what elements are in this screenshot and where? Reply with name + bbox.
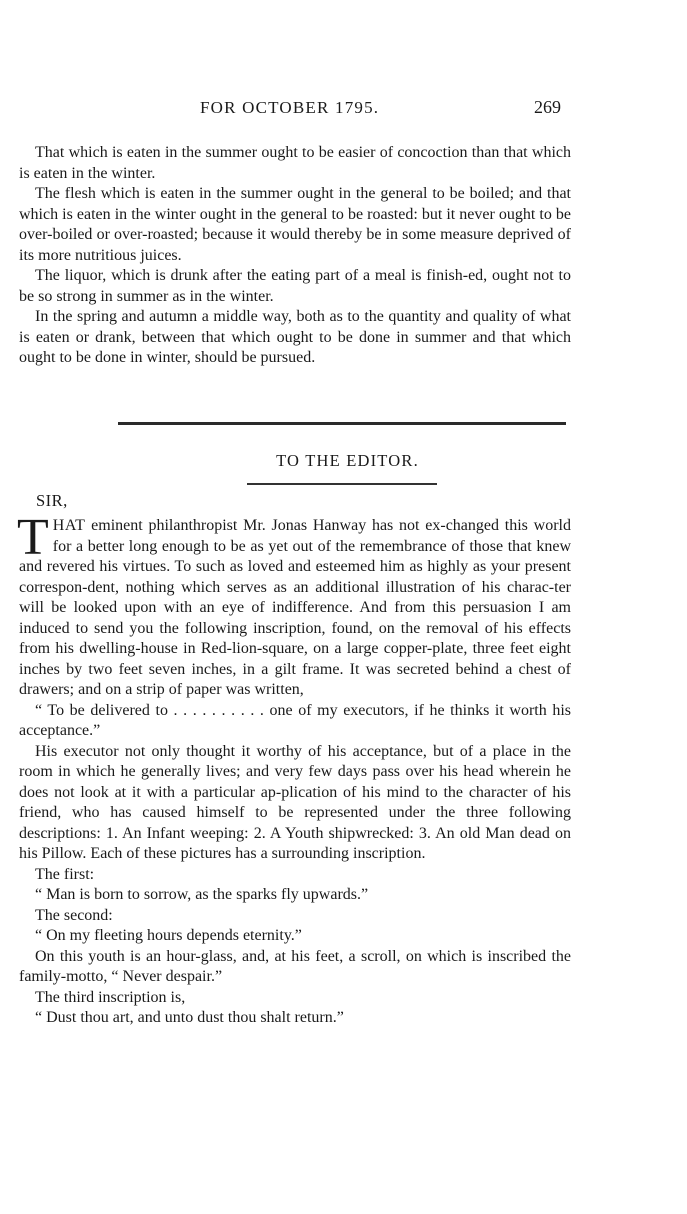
paragraph: That which is eaten in the summer ought to be easier of concoction than that which is eaten in the winter. xyxy=(19,144,571,182)
page-number: 269 xyxy=(534,97,561,117)
quotation: “ Man is born to sorrow, as the sparks fly upwards.” xyxy=(35,886,369,903)
letter-first-paragraph xyxy=(17,509,571,701)
paragraph: The second: xyxy=(35,906,113,924)
quotation: “ On my fleeting hours depends eternity.” xyxy=(35,927,302,944)
paragraph: His executor not only thought it worthy of his acceptance, but of a place in the room in which he generally lives; and very few days pass over his head wherein he does not look at it with a particular ap-plication of his mind to the character of his friend, who has caused himself to be represented under the three following descriptions: 1. An Infant weeping: 2. A Youth shipwrecked: 3. An old Man dead on his Pillow. Each of these pictures has a surrounding inscription. xyxy=(19,742,571,862)
paragraph: The third inscription is, xyxy=(35,988,186,1006)
running-head xyxy=(0,98,687,122)
section-divider xyxy=(118,422,566,425)
paragraph: The liquor, which is drunk after the eating part of a meal is finish-ed, ought not to be so strong in summer as in the winter. xyxy=(19,267,571,305)
running-title: FOR OCTOBER 1795. xyxy=(200,98,380,117)
quotation: “ Dust thou art, and unto dust thou shalt return.” xyxy=(35,1009,344,1026)
paragraph: The first: xyxy=(35,865,95,883)
paragraph: On this youth is an hour-glass, and, at his feet, a scroll, on which is inscribed the family-motto, “ Never despair.” xyxy=(19,947,571,985)
paragraph: “ To be delivered to . . . . . . . . . . one of my executors, if he thinks it worth his acceptance.” xyxy=(19,701,571,739)
paragraph: The flesh which is eaten in the summer ought in the general to be boiled; and that which is eaten in the winter ought in the general to be roasted: but it never ought to be over-boiled or over-roasted; because it would thereby be in some measure deprived of its more nutritious juices. xyxy=(19,185,571,264)
section-heading: TO THE EDITOR. xyxy=(276,451,419,470)
first-paragraph-text: eminent philanthropist Mr. Jonas Hanway has not ex-changed this world for a better long enough to be as yet out of the remembrance of those that knew and revered his virtues. To such as loved and esteemed him as highly as your present correspon-dent, nothing which serves as an additional illustration of his charac-ter will be looked upon with an eye of indifference. And from this persuasion I am induced to send you the following inscription, found, on the removal of his effects from his dwelling-house in Red-lion-square, on a large copper-plate, three feet eight inches by two feet seven inches, in a gilt frame. It was secreted behind a chest of drawers; and on a strip of paper was written, xyxy=(19,517,571,698)
first-word-rest: HAT xyxy=(52,517,86,534)
heading-underline xyxy=(247,483,437,485)
drop-cap: T xyxy=(17,509,49,566)
salutation: SIR, xyxy=(36,491,68,510)
letter-body xyxy=(17,509,571,1029)
diet-advice-section xyxy=(19,143,571,369)
paragraph: In the spring and autumn a middle way, both as to the quantity and quality of what is eaten or drank, between that which ought to be done in summer and that which ought to be done in winter, should be pursued. xyxy=(19,308,571,366)
